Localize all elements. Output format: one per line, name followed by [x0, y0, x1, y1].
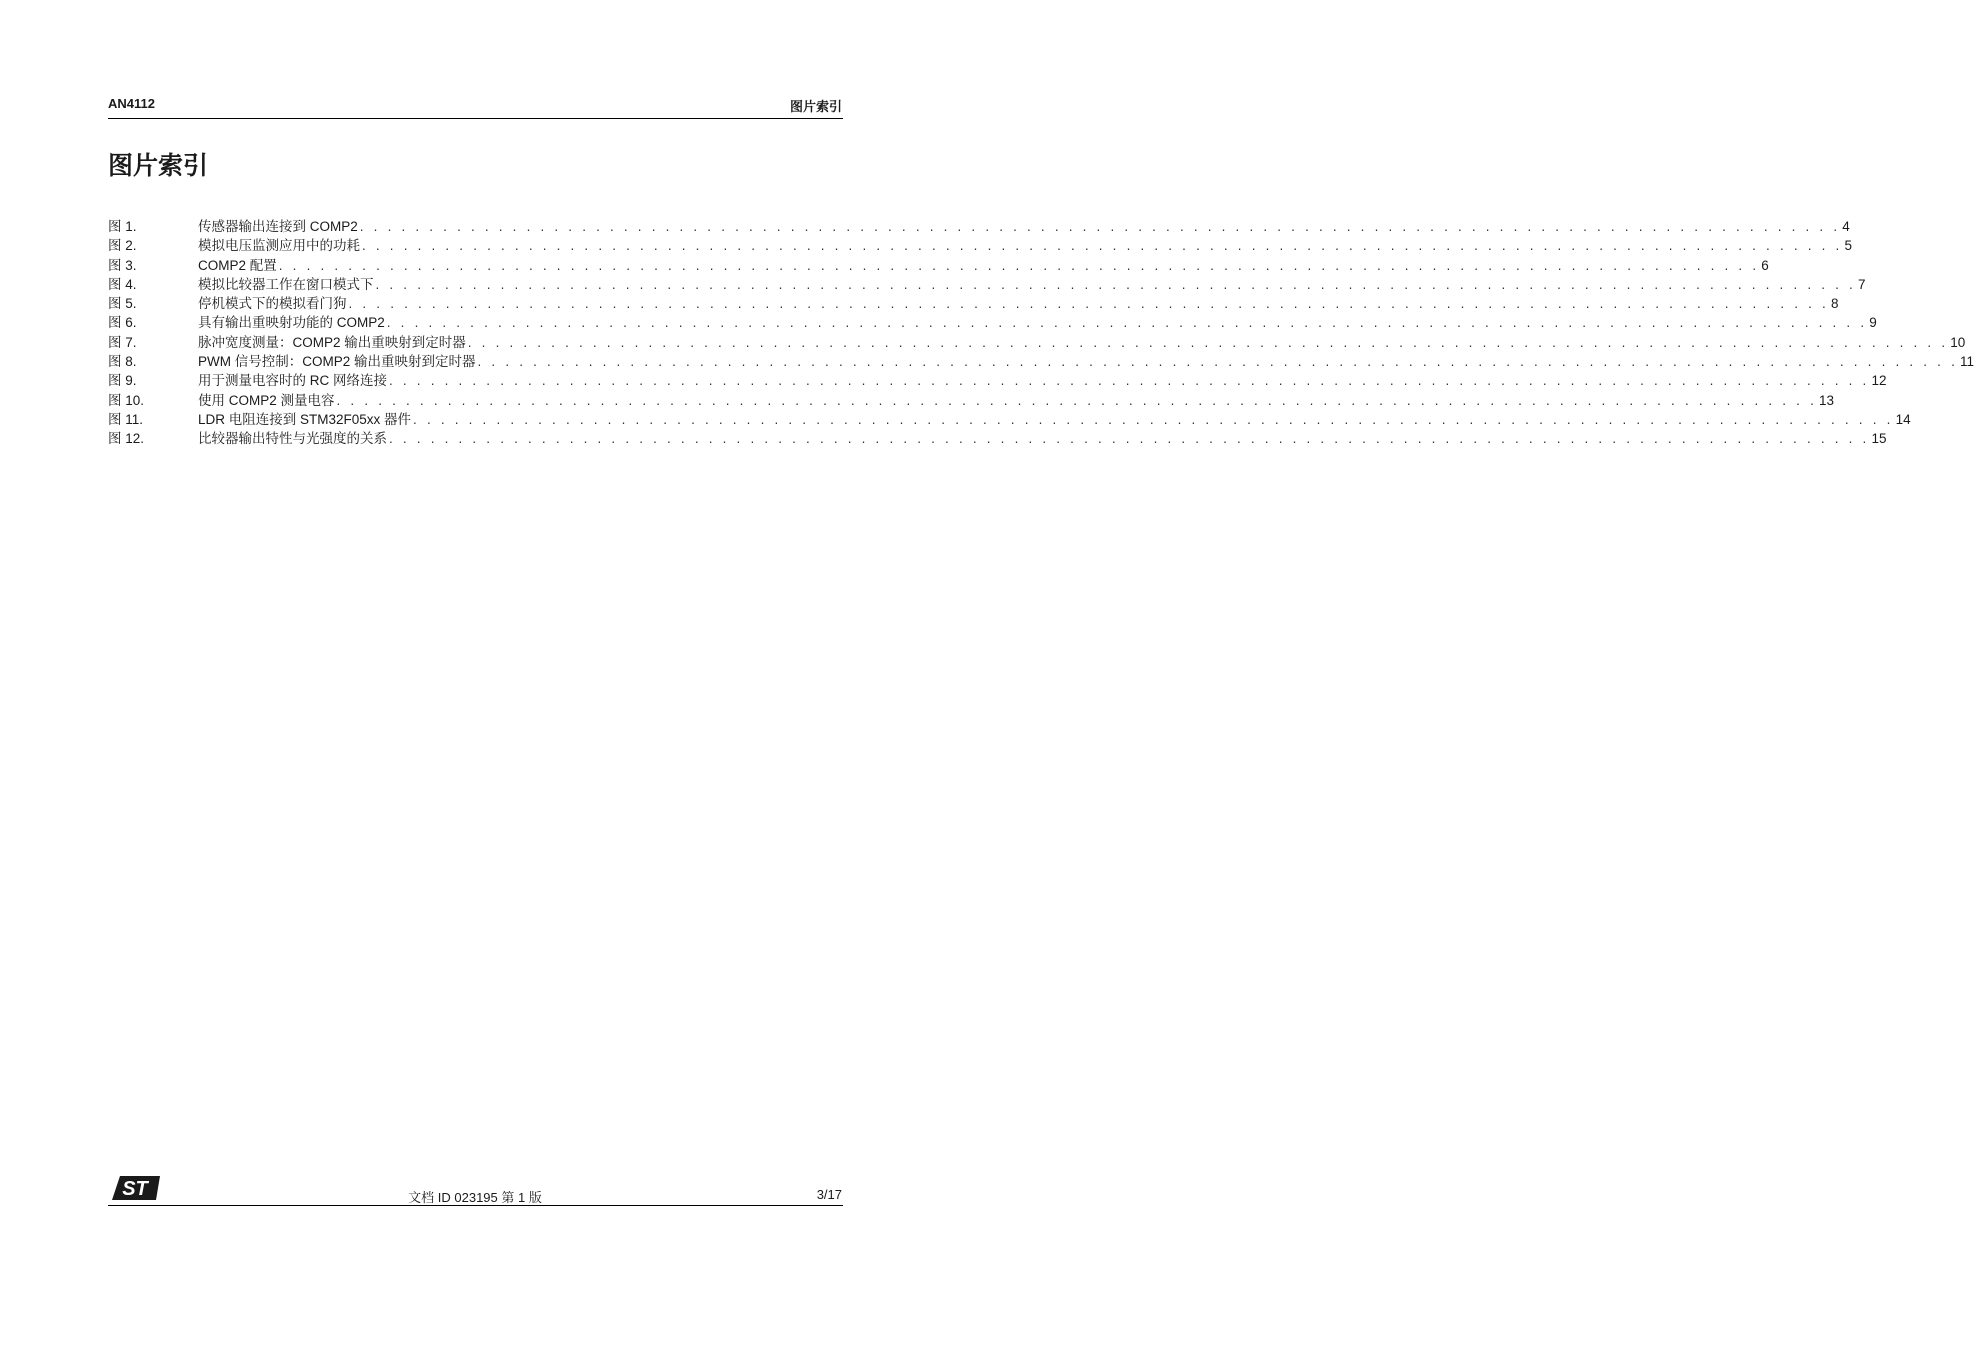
toc-page-number: 7 [1858, 276, 1866, 292]
toc-dot-leader: . . . . . . . . . . . . . . . . . . . . . . . . . . . . . . . . . . . . . . . . . . . . . . . . . . . . . . . . . . . . . . . . . . . . . . . . . . . . . . . . . . . . . . . . . . . . . . . . . . . . . . . . . . . [413, 411, 1894, 427]
toc-page-number: 6 [1761, 257, 1769, 273]
toc-dot-leader: . . . . . . . . . . . . . . . . . . . . . . . . . . . . . . . . . . . . . . . . . . . . . . . . . . . . . . . . . . . . . . . . . . . . . . . . . . . . . . . . . . . . . . . . . . . . . . . . . . . . . . . . . . . [375, 276, 1857, 292]
toc-figure-title: 使用 COMP2 测量电容 [198, 392, 335, 408]
footer-doc-info: 文档 ID 023195 第 1 版 [408, 1190, 542, 1205]
st-logo-text: ST [122, 1178, 148, 1200]
toc-dot-leader: . . . . . . . . . . . . . . . . . . . . . . . . . . . . . . . . . . . . . . . . . . . . . . . . . . . . . . . . . . . . . . . . . . . . . . . . . . . . . . . . . . . . . . . . . . . . . . . . . . . . . . . . . . . [389, 431, 1870, 447]
header-doc-code: AN4112 [108, 96, 155, 111]
toc-dot-leader: . . . . . . . . . . . . . . . . . . . . . . . . . . . . . . . . . . . . . . . . . . . . . . . . . . . . . . . . . . . . . . . . . . . . . . . . . . . . . . . . . . . . . . . . . . . . . . . . . . . . . . . . . . . [336, 392, 1818, 408]
toc-page-number: 4 [1842, 219, 1850, 234]
footer-divider [108, 1205, 843, 1206]
header-divider [108, 118, 843, 119]
toc-figure-number: 图 6. [108, 315, 137, 331]
toc-page-number: 5 [1844, 238, 1853, 254]
toc-figure-title: 用于测量电容时的 RC 网络连接 [198, 373, 387, 389]
toc-entry[interactable] [108, 391, 1835, 410]
header-section-title: 图片索引 [789, 99, 842, 114]
toc-entry[interactable] [108, 352, 1974, 371]
toc-dot-leader: . . . . . . . . . . . . . . . . . . . . . . . . . . . . . . . . . . . . . . . . . . . . . . . . . . . . . . . . . . . . . . . . . . . . . . . . . . . . . . . . . . . . . . . . . . . . . . . . . . . . . . . . . . . [362, 238, 1843, 254]
toc-page-number: 15 [1871, 431, 1887, 447]
toc-figure-title: 模拟电压监测应用中的功耗 [198, 238, 360, 254]
toc-dot-leader: . . . . . . . . . . . . . . . . . . . . . . . . . . . . . . . . . . . . . . . . . . . . . . . . . . . . . . . . . . . . . . . . . . . . . . . . . . . . . . . . . . . . . . . . . . . . . . . . . . . . . . . . . . . [359, 219, 1841, 234]
toc-page-number: 14 [1895, 411, 1911, 427]
toc-figure-number: 图 8. [108, 354, 137, 370]
toc-entry[interactable] [108, 256, 1769, 275]
toc-figure-title: 比较器输出特性与光强度的关系 [198, 431, 387, 447]
toc-entry[interactable] [108, 410, 1911, 429]
toc-figure-number: 图 2. [108, 238, 137, 254]
toc-dot-leader: . . . . . . . . . . . . . . . . . . . . . . . . . . . . . . . . . . . . . . . . . . . . . . . . . . . . . . . . . . . . . . . . . . . . . . . . . . . . . . . . . . . . . . . . . . . . . . . . . . . . . . . . . . . [389, 373, 1870, 389]
toc-figure-title: PWM 信号控制：COMP2 输出重映射到定时器 [198, 354, 476, 370]
figure-index-list [108, 217, 1974, 449]
toc-figure-title: 具有输出重映射功能的 COMP2 [198, 315, 385, 331]
toc-figure-number: 图 5. [108, 296, 137, 312]
toc-figure-number: 图 3. [108, 257, 137, 273]
toc-entry[interactable] [108, 294, 1839, 313]
toc-entry[interactable] [108, 275, 1866, 294]
toc-entry[interactable] [108, 333, 1966, 352]
toc-entry[interactable] [108, 429, 1887, 448]
toc-figure-number: 图 11. [108, 411, 144, 427]
toc-figure-number: 图 10. [108, 392, 145, 408]
toc-page-number: 10 [1950, 334, 1966, 350]
toc-figure-title: 停机模式下的模拟看门狗 [198, 296, 347, 312]
toc-figure-number: 图 9. [108, 373, 137, 389]
page-title: 图片索引 [108, 152, 209, 180]
toc-entry[interactable] [108, 371, 1887, 390]
toc-dot-leader: . . . . . . . . . . . . . . . . . . . . . . . . . . . . . . . . . . . . . . . . . . . . . . . . . . . . . . . . . . . . . . . . . . . . . . . . . . . . . . . . . . . . . . . . . . . . . . . . . . . . . . . . . . . [278, 257, 1760, 273]
toc-dot-leader: . . . . . . . . . . . . . . . . . . . . . . . . . . . . . . . . . . . . . . . . . . . . . . . . . . . . . . . . . . . . . . . . . . . . . . . . . . . . . . . . . . . . . . . . . . . . . . . . . . . . . . . . . . . [477, 354, 1959, 370]
toc-figure-number: 图 1. [108, 219, 137, 234]
toc-figure-number: 图 12. [108, 431, 145, 447]
toc-page-number: 12 [1871, 373, 1887, 389]
toc-figure-title: 脉冲宽度测量：COMP2 输出重映射到定时器 [198, 334, 466, 350]
toc-figure-number: 图 7. [108, 334, 137, 350]
footer-page-number: 3/17 [816, 1187, 842, 1202]
toc-page-number: 9 [1869, 315, 1877, 331]
toc-figure-title: COMP2 配置 [198, 257, 277, 273]
toc-entry[interactable] [108, 313, 1877, 332]
toc-figure-title: 模拟比较器工作在窗口模式下 [198, 276, 374, 292]
toc-dot-leader: . . . . . . . . . . . . . . . . . . . . . . . . . . . . . . . . . . . . . . . . . . . . . . . . . . . . . . . . . . . . . . . . . . . . . . . . . . . . . . . . . . . . . . . . . . . . . . . . . . . . . . . . . . . [348, 296, 1830, 312]
toc-entry[interactable] [108, 217, 1850, 236]
toc-figure-title: 传感器输出连接到 COMP2 [198, 219, 358, 234]
toc-figure-title: LDR 电阻连接到 STM32F05xx 器件 [198, 411, 412, 427]
toc-page-number: 8 [1831, 296, 1839, 312]
toc-page-number: 11 [1960, 354, 1974, 370]
toc-dot-leader: . . . . . . . . . . . . . . . . . . . . . . . . . . . . . . . . . . . . . . . . . . . . . . . . . . . . . . . . . . . . . . . . . . . . . . . . . . . . . . . . . . . . . . . . . . . . . . . . . . . . . . . . . . . [386, 315, 1868, 331]
toc-figure-number: 图 4. [108, 276, 137, 292]
toc-dot-leader: . . . . . . . . . . . . . . . . . . . . . . . . . . . . . . . . . . . . . . . . . . . . . . . . . . . . . . . . . . . . . . . . . . . . . . . . . . . . . . . . . . . . . . . . . . . . . . . . . . . . . . . . . . . [467, 334, 1949, 350]
toc-page-number: 13 [1819, 392, 1835, 408]
toc-entry[interactable] [108, 236, 1853, 255]
